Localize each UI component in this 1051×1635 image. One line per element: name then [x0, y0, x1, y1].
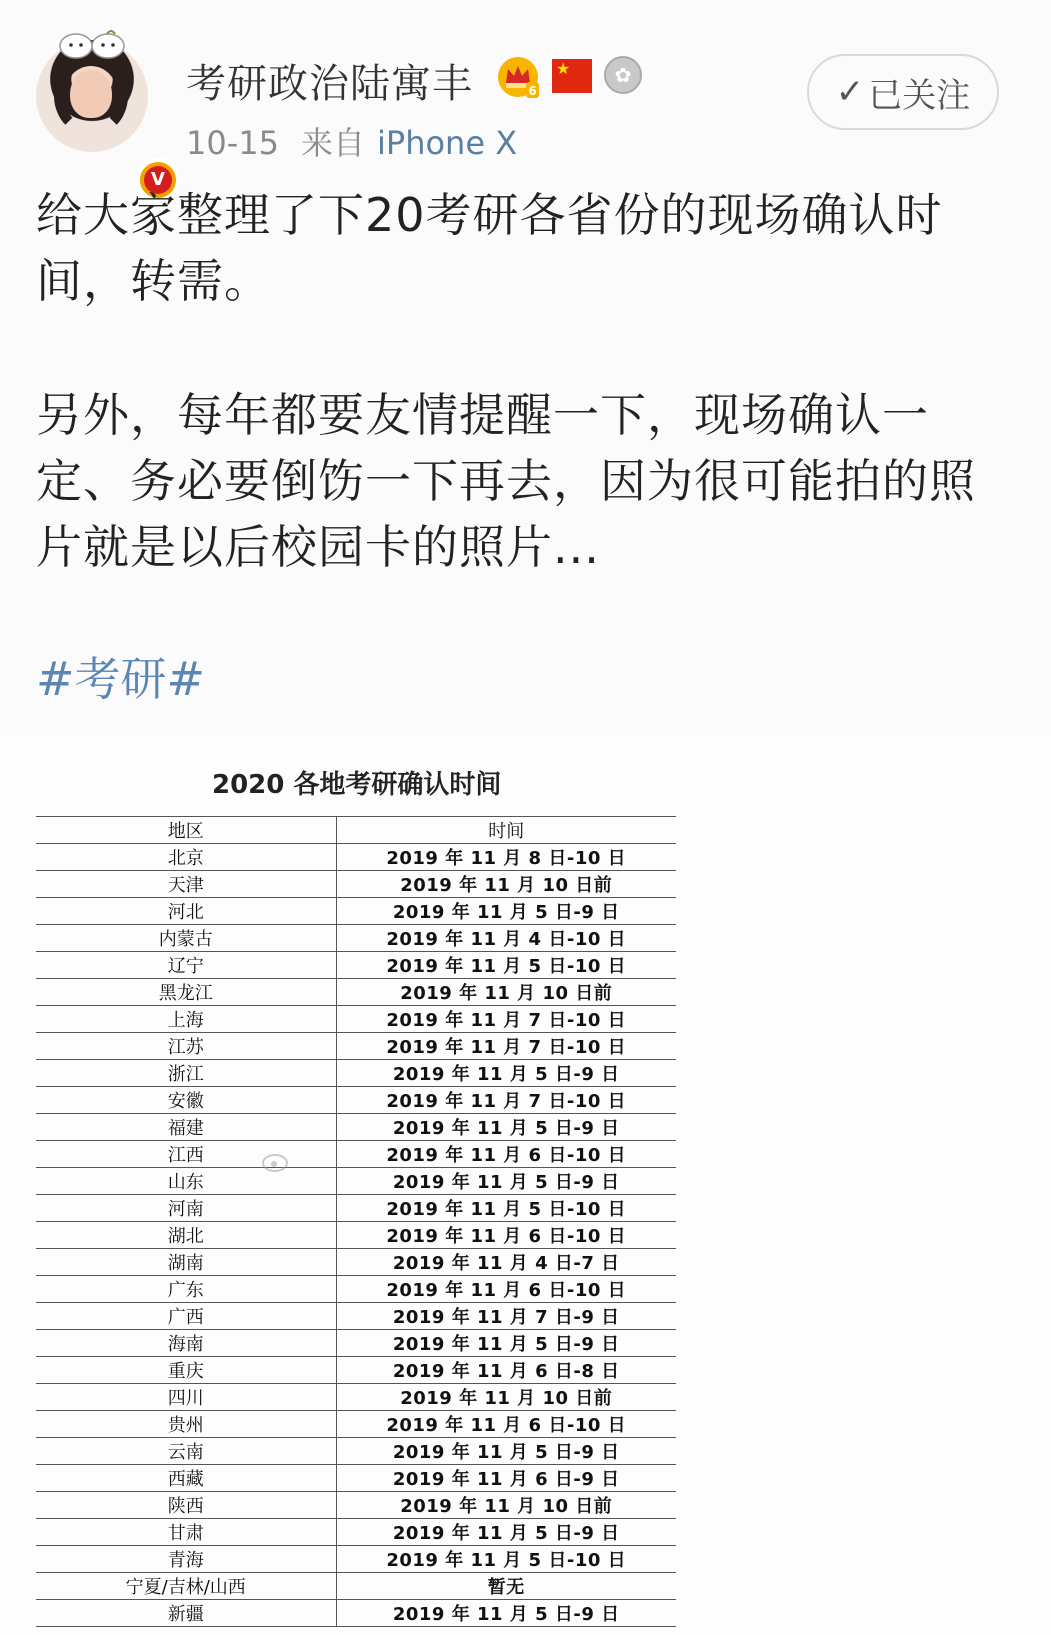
time-cell: 2019 年 11 月 6 日-10 日	[336, 1141, 676, 1168]
region-cell: 江西	[36, 1141, 336, 1168]
time-cell: 2019 年 11 月 4 日-7 日	[336, 1249, 676, 1276]
time-cell: 2019 年 11 月 5 日-9 日	[336, 1060, 676, 1087]
time-cell: 2019 年 11 月 7 日-10 日	[336, 1087, 676, 1114]
table-body	[36, 844, 676, 1627]
time-cell: 2019 年 11 月 6 日-10 日	[336, 1411, 676, 1438]
table-row	[36, 898, 676, 925]
region-cell: 河北	[36, 898, 336, 925]
table-row	[36, 1384, 676, 1411]
post-date: 10-15	[186, 124, 279, 162]
region-cell: 宁夏/吉林/山西	[36, 1573, 336, 1600]
table-row	[36, 1546, 676, 1573]
header-time: 时间	[336, 817, 676, 844]
table-row	[36, 1303, 676, 1330]
table-row	[36, 1411, 676, 1438]
region-cell: 云南	[36, 1438, 336, 1465]
table-row	[36, 1519, 676, 1546]
table-row	[36, 1087, 676, 1114]
region-cell: 上海	[36, 1006, 336, 1033]
post-meta	[186, 118, 517, 164]
table-row	[36, 1222, 676, 1249]
region-cell: 河南	[36, 1195, 336, 1222]
time-cell: 2019 年 11 月 7 日-9 日	[336, 1303, 676, 1330]
time-cell: 2019 年 11 月 5 日-9 日	[336, 1114, 676, 1141]
region-cell: 山东	[36, 1168, 336, 1195]
table-row	[36, 1492, 676, 1519]
time-cell: 2019 年 11 月 10 日前	[336, 1384, 676, 1411]
time-cell: 2019 年 11 月 5 日-10 日	[336, 952, 676, 979]
table-row	[36, 979, 676, 1006]
region-cell: 黑龙江	[36, 979, 336, 1006]
hashtag-link[interactable]: #考研#	[36, 652, 206, 706]
table-row	[36, 1141, 676, 1168]
region-cell: 湖北	[36, 1222, 336, 1249]
table-row	[36, 1438, 676, 1465]
region-cell: 重庆	[36, 1357, 336, 1384]
table-header-row	[36, 817, 676, 844]
table-row	[36, 1600, 676, 1627]
time-cell: 2019 年 11 月 5 日-9 日	[336, 1330, 676, 1357]
post-paragraph-2: 另外，每年都要友情提醒一下，现场确认一定、务必要倒饬一下再去，因为很可能拍的照片就是以后校园卡的照片...	[36, 388, 976, 574]
crown-level: 6	[528, 84, 537, 98]
region-cell: 安徽	[36, 1087, 336, 1114]
table-row	[36, 925, 676, 952]
region-cell: 内蒙古	[36, 925, 336, 952]
region-cell: 北京	[36, 844, 336, 871]
time-cell: 2019 年 11 月 5 日-9 日	[336, 1600, 676, 1627]
source-label: 来自	[300, 124, 365, 162]
table-row	[36, 1060, 676, 1087]
china-flag-icon[interactable]: ★	[552, 59, 592, 93]
table-title: 2020 各地考研确认时间	[212, 770, 502, 800]
time-cell: 2019 年 11 月 7 日-10 日	[336, 1006, 676, 1033]
region-cell: 广西	[36, 1303, 336, 1330]
time-cell: 2019 年 11 月 6 日-8 日	[336, 1357, 676, 1384]
region-cell: 西藏	[36, 1465, 336, 1492]
table-row	[36, 1357, 676, 1384]
time-cell: 2019 年 11 月 5 日-10 日	[336, 1195, 676, 1222]
table-row	[36, 1573, 676, 1600]
source-device-link[interactable]: iPhone X	[377, 124, 518, 162]
region-cell: 四川	[36, 1384, 336, 1411]
region-cell: 贵州	[36, 1411, 336, 1438]
table-row	[36, 1249, 676, 1276]
check-icon: ✓	[835, 72, 865, 112]
header-region: 地区	[36, 817, 336, 844]
verified-badge-icon: V	[136, 158, 180, 202]
table-row	[36, 1330, 676, 1357]
region-cell: 甘肃	[36, 1519, 336, 1546]
time-cell: 2019 年 11 月 6 日-10 日	[336, 1276, 676, 1303]
table-row	[36, 1006, 676, 1033]
time-cell: 2019 年 11 月 5 日-9 日	[336, 898, 676, 925]
time-cell: 2019 年 11 月 8 日-10 日	[336, 844, 676, 871]
avatar[interactable]	[36, 40, 165, 190]
region-cell: 江苏	[36, 1033, 336, 1060]
time-cell: 2019 年 11 月 10 日前	[336, 871, 676, 898]
time-cell: 2019 年 11 月 5 日-9 日	[336, 1438, 676, 1465]
time-cell: 2019 年 11 月 5 日-10 日	[336, 1546, 676, 1573]
avatar-decoration-icon	[52, 30, 132, 60]
post-paragraph-1: 给大家整理了下20考研各省份的现场确认时间，转需。	[36, 188, 943, 308]
table-row	[36, 1114, 676, 1141]
time-cell: 2019 年 11 月 10 日前	[336, 1492, 676, 1519]
region-cell: 天津	[36, 871, 336, 898]
time-cell: 暂无	[336, 1573, 676, 1600]
time-cell: 2019 年 11 月 5 日-9 日	[336, 1519, 676, 1546]
username[interactable]: 考研政治陆寓丰	[186, 61, 473, 107]
region-cell: 陕西	[36, 1492, 336, 1519]
follow-button[interactable]	[807, 54, 999, 130]
table-row	[36, 1465, 676, 1492]
table-row	[36, 1033, 676, 1060]
region-cell: 广东	[36, 1276, 336, 1303]
table-row	[36, 1195, 676, 1222]
table-row	[36, 844, 676, 871]
region-cell: 浙江	[36, 1060, 336, 1087]
table-row	[36, 952, 676, 979]
table-row	[36, 1168, 676, 1195]
region-cell: 海南	[36, 1330, 336, 1357]
time-cell: 2019 年 11 月 7 日-10 日	[336, 1033, 676, 1060]
region-cell: 辽宁	[36, 952, 336, 979]
weibo-watermark-icon	[262, 1150, 292, 1172]
time-cell: 2019 年 11 月 4 日-10 日	[336, 925, 676, 952]
time-cell: 2019 年 11 月 6 日-10 日	[336, 1222, 676, 1249]
time-cell: 2019 年 11 月 5 日-9 日	[336, 1168, 676, 1195]
region-cell: 青海	[36, 1546, 336, 1573]
medal-icon[interactable]: ✿	[604, 56, 642, 94]
time-cell: 2019 年 11 月 6 日-9 日	[336, 1465, 676, 1492]
post-image[interactable]	[0, 736, 1051, 1635]
region-cell: 福建	[36, 1114, 336, 1141]
follow-label: 已关注	[868, 75, 971, 116]
crown-icon[interactable]	[497, 56, 539, 98]
time-cell: 2019 年 11 月 10 日前	[336, 979, 676, 1006]
table-row	[36, 871, 676, 898]
confirmation-table	[36, 816, 676, 1627]
region-cell: 湖南	[36, 1249, 336, 1276]
region-cell: 新疆	[36, 1600, 336, 1627]
table-row	[36, 1276, 676, 1303]
